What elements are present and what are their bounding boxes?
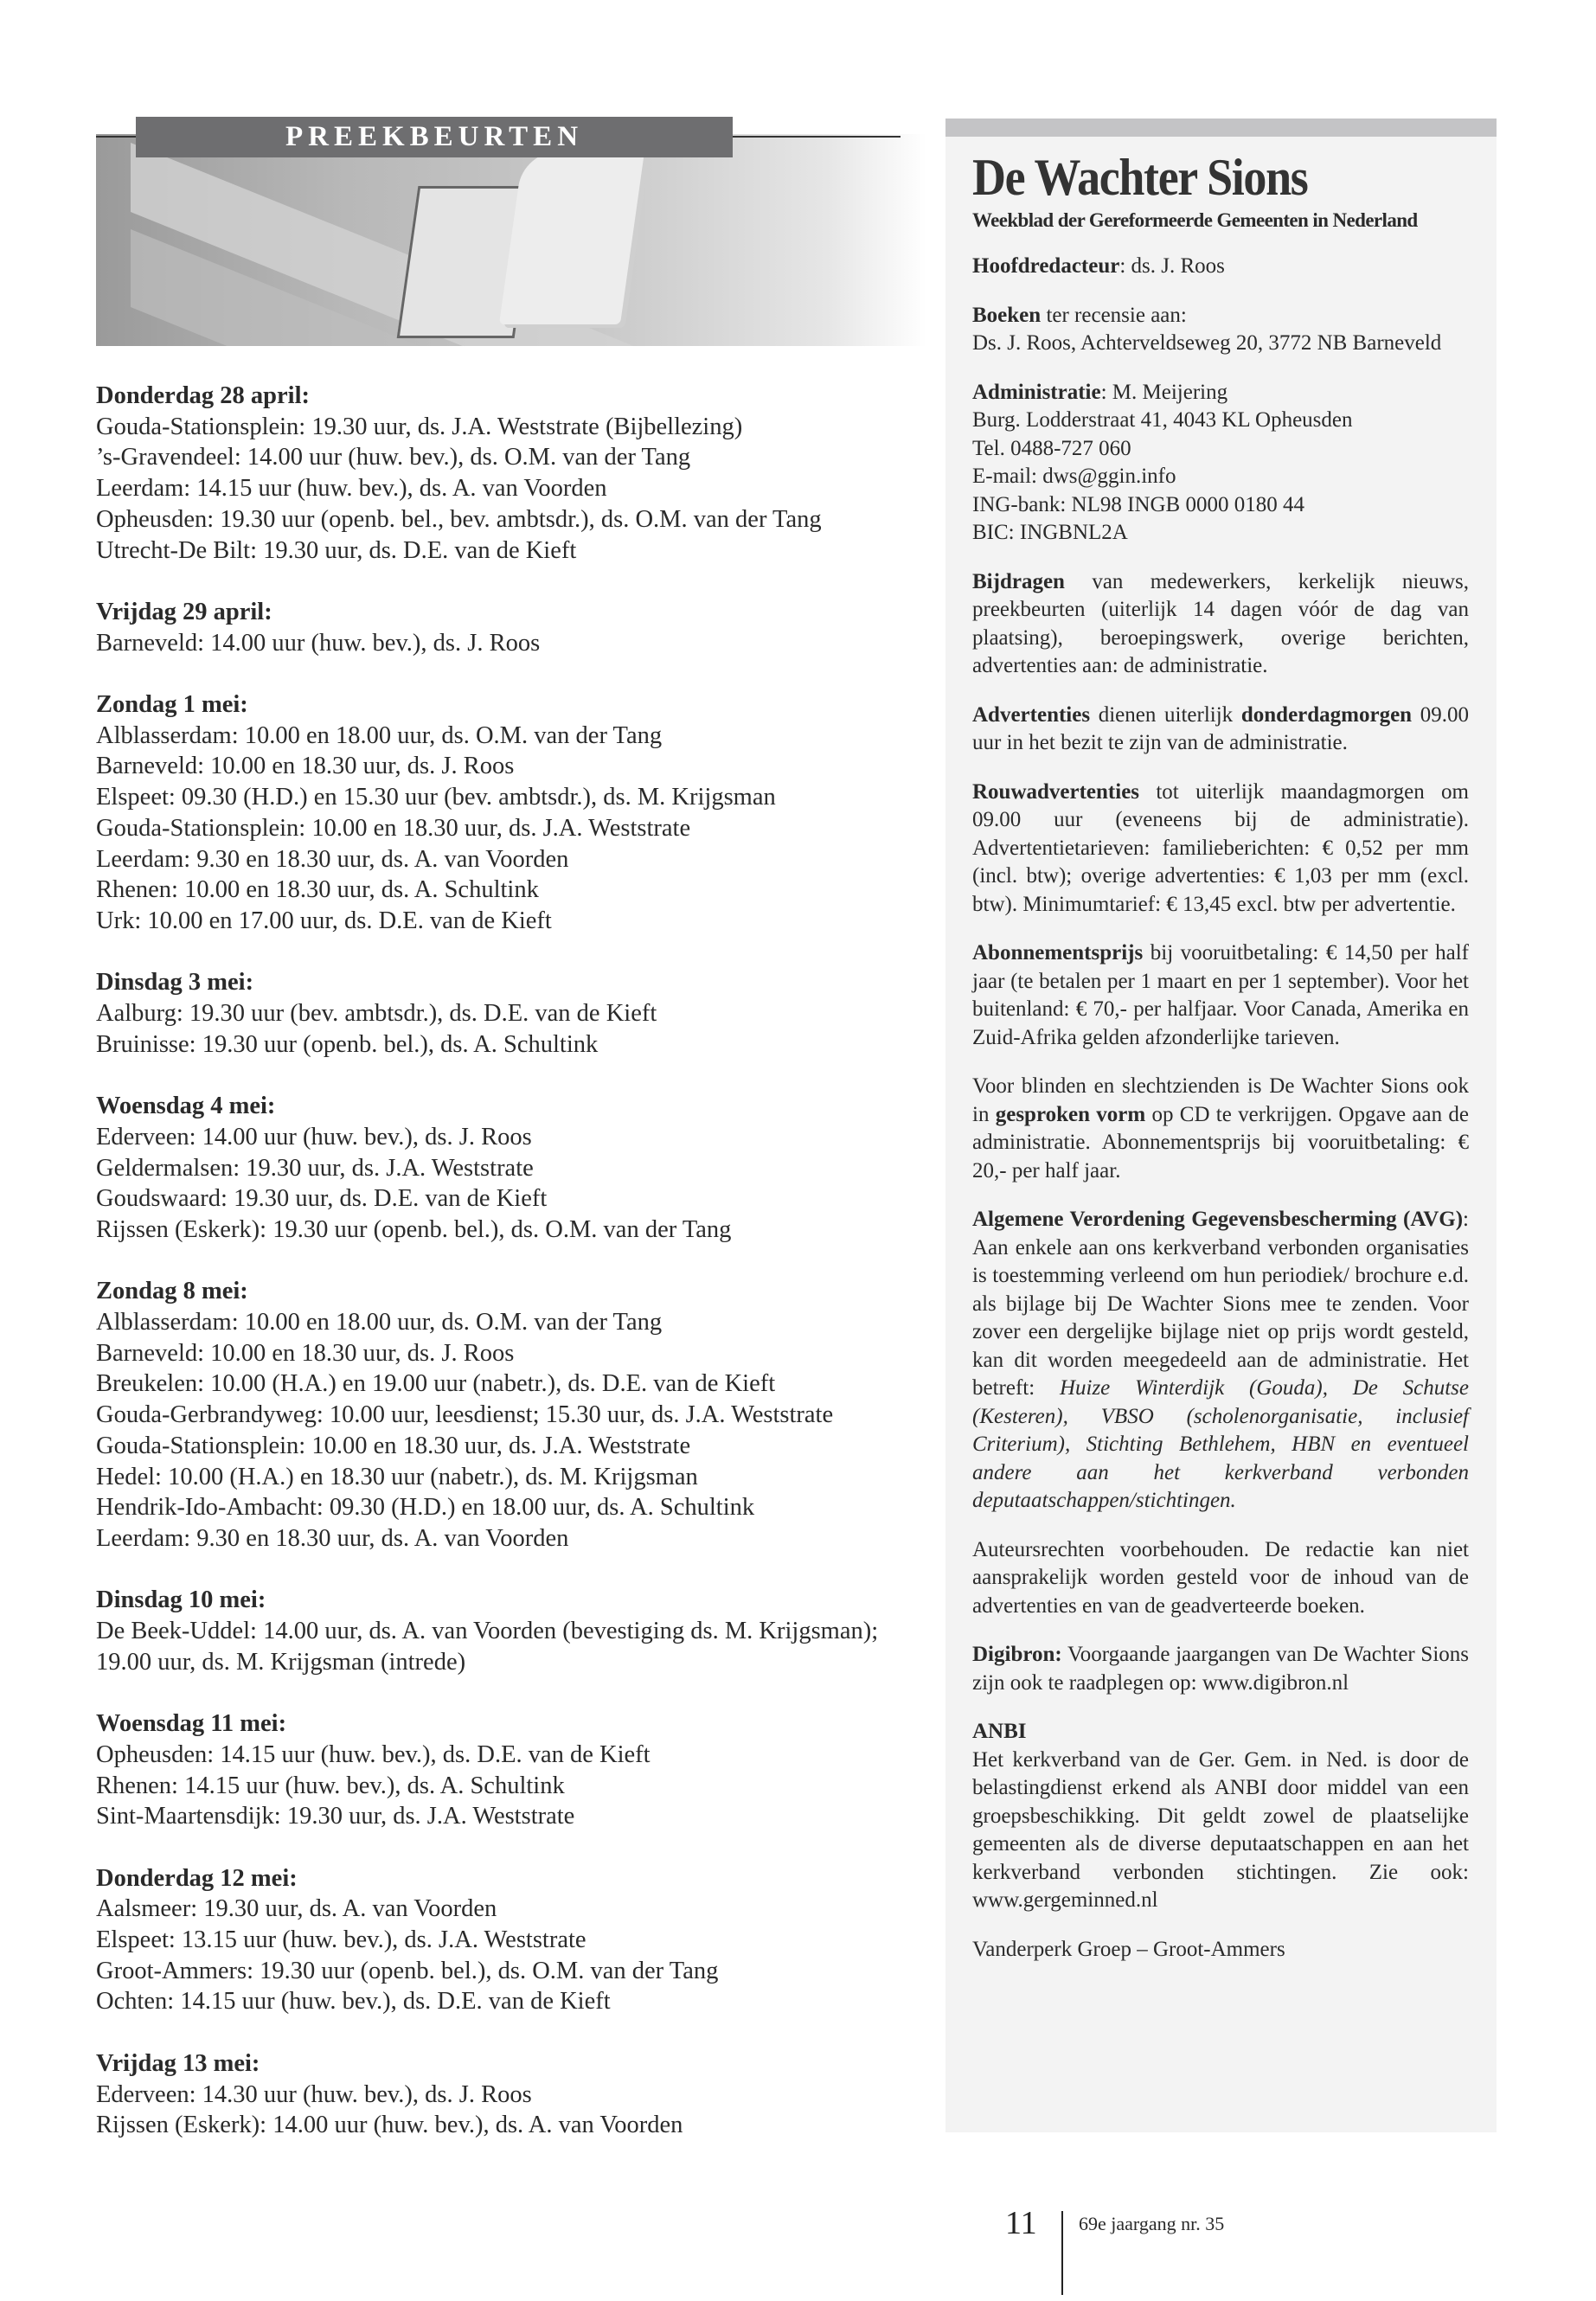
label: Advertenties (972, 702, 1091, 727)
text: Het kerkverband van de Ger. Gem. in Ned. is door de belastingdienst erkend als ANBI door middel van een groepsbeschikking. Dit geldt zowel de plaatselijke gemeenten als de diverse deputaatschappen en aan het kerkverband verbonden stichtingen. Zie ook: www.gergeminned.nl (972, 1747, 1469, 1912)
day-heading: Zondag 1 mei: (96, 691, 248, 718)
schedule-day-group (96, 597, 926, 658)
text: ter recensie aan: (1041, 303, 1187, 327)
text: : ds. J. Roos (1119, 254, 1225, 278)
label: donderdagmorgen (1240, 702, 1413, 727)
admin-email: E-mail: dws@ggin.info (972, 465, 1176, 488)
text: 09.00 uur in het bezit te zijn van de administratie. (972, 702, 1470, 754)
service-entry: Bruinisse: 19.30 uur (openb. bel.), ds. A. Schultink (96, 1030, 599, 1058)
header-bible-photo (96, 134, 926, 346)
service-entry: Ederveen: 14.30 uur (huw. bev.), ds. J. Roos (96, 2080, 532, 2108)
section-title: PREEKBEURTEN (136, 117, 733, 157)
label: Rouwadvertenties (972, 779, 1140, 804)
service-entry: Elspeet: 13.15 uur (huw. bev.), ds. J.A. Weststrate (96, 1926, 586, 1954)
label: Algemene Verordening Gegevensbescherming (AVG) (972, 1208, 1464, 1231)
service-entry: ’s-Gravendeel: 14.00 uur (huw. bev.), ds. O.M. van der Tang (96, 444, 691, 471)
text: dienen uiterlijk (1090, 702, 1241, 727)
service-entry: Gouda-Stationsplein: 10.00 en 18.30 uur, ds. J.A. Weststrate (96, 1432, 691, 1459)
service-entry: Elspeet: 09.30 (H.D.) en 15.30 uur (bev. ambtsdr.), ds. M. Krijgsman (96, 784, 776, 811)
day-heading: Zondag 8 mei: (96, 1278, 248, 1305)
service-entry: Groot-Ammers: 19.30 uur (openb. bel.), ds. O.M. van der Tang (96, 1957, 719, 1984)
administratie (972, 379, 1469, 548)
service-entry: Aalsmeer: 19.30 uur, ds. A. van Voorden (96, 1895, 497, 1923)
blinden (972, 1073, 1469, 1185)
service-entry: Aalburg: 19.30 uur (bev. ambtsdr.), ds. D.E. van de Kieft (96, 1000, 657, 1028)
day-heading: Donderdag 12 mei: (96, 1864, 298, 1892)
service-entry: Opheusden: 14.15 uur (huw. bev.), ds. D.E. van de Kieft (96, 1740, 651, 1768)
label: Hoofdredacteur (972, 254, 1120, 278)
service-entry: Urk: 10.00 en 17.00 uur, ds. D.E. van de Kieft (96, 907, 552, 934)
admin-line: Tel. 0488-727 060 (972, 436, 1131, 460)
service-entry: Ederveen: 14.00 uur (huw. bev.), ds. J. Roos (96, 1123, 532, 1150)
advertenties (972, 702, 1469, 758)
magazine-title: De Wachter Sions (972, 149, 1308, 206)
schedule-day-group (96, 1276, 926, 1554)
label: Boeken (972, 303, 1042, 327)
label: Bijdragen (972, 569, 1065, 593)
text: Voor blinden en slechtzienden is De Wachter Sions ook in (972, 1074, 1469, 1126)
service-entry: Hedel: 10.00 (H.A.) en 18.30 uur (nabetr.), ds. M. Krijgsman (96, 1463, 698, 1490)
printer: Vanderperk Groep – Groot-Ammers (972, 1937, 1285, 1961)
avg (972, 1206, 1469, 1516)
day-heading: Woensdag 4 mei: (96, 1093, 276, 1120)
service-entry: Gouda-Gerbrandyweg: 10.00 uur, leesdienst; 15.30 uur, ds. J.A. Weststrate (96, 1401, 834, 1429)
day-heading: Donderdag 28 april: (96, 382, 311, 409)
boeken (972, 302, 1469, 358)
service-entry: Hendrik-Ido-Ambacht: 09.30 (H.D.) en 18.00 uur, ds. A. Schultink (96, 1494, 755, 1522)
book-page-right (499, 151, 644, 324)
service-entry: Sint-Maartensdijk: 19.30 uur, ds. J.A. Weststrate (96, 1803, 575, 1830)
schedule-day-group (96, 689, 926, 937)
schedule-day-group (96, 1863, 926, 2018)
service-entry: Leerdam: 14.15 uur (huw. bev.), ds. A. van Voorden (96, 475, 607, 503)
label: ANBI (972, 1720, 1027, 1743)
admin-line: Burg. Lodderstraat 41, 4043 KL Opheusden (972, 408, 1353, 432)
service-entry: Leerdam: 9.30 en 18.30 uur, ds. A. van Voorden (96, 845, 569, 873)
schedule-day-group (96, 1708, 926, 1832)
panel-top-bar (945, 119, 1497, 137)
footer-divider (1061, 2211, 1063, 2295)
label: gesproken vorm (995, 1102, 1146, 1126)
service-entry: Ochten: 14.15 uur (huw. bev.), ds. D.E. van de Kieft (96, 1988, 611, 2016)
service-entry: Rhenen: 14.15 uur (huw. bev.), ds. A. Schultink (96, 1772, 565, 1799)
text: : Aan enkele aan ons kerkverband verbonden organisaties is toestemming verleend om hun periodiek/ brochure e.d. als bijlage bij De Wachter Sions mee te zenden. Voor zover een dergelijke bijlage niet op prijs wordt gesteld, kan dit worden meegedeeld aan de administratie. Het betreft: (972, 1208, 1469, 1400)
hoofdredacteur (972, 253, 1469, 281)
preekbeurten-schedule (96, 381, 926, 2172)
service-entry: Leerdam: 9.30 en 18.30 uur, ds. A. van Voorden (96, 1524, 569, 1552)
text: tot uiterlijk maandagmorgen om 09.00 uur (eveneens bij de administratie). Advertentietarieven: familieberichten: € 0,52 per mm (incl. btw); overige advertenties: € 1,03 per mm (excl. btw). Minimumtarief: € 13,45 excl. btw per advertentie. (972, 779, 1469, 916)
service-entry: Rijssen (Eskerk): 14.00 uur (huw. bev.), ds. A. van Voorden (96, 2112, 683, 2139)
schedule-day-group (96, 1585, 926, 1677)
digibron (972, 1641, 1469, 1697)
abonnementsprijs (972, 939, 1469, 1052)
service-entry: Barneveld: 10.00 en 18.30 uur, ds. J. Roos (96, 1339, 515, 1367)
admin-line: ING-bank: NL98 INGB 0000 0180 44 (972, 492, 1304, 516)
label: Administratie (972, 380, 1101, 404)
service-entry: Rhenen: 10.00 en 18.30 uur, ds. A. Schultink (96, 876, 539, 904)
service-entry: Barneveld: 10.00 en 18.30 uur, ds. J. Roos (96, 753, 515, 780)
service-entry: De Beek-Uddel: 14.00 uur, ds. A. van Voorden (bevestiging ds. M. Krijgsman); (96, 1618, 879, 1645)
label: Abonnementsprijs (972, 941, 1144, 965)
copyright: Auteursrechten voorbehouden. De redactie kan niet aansprakelijk worden gesteld voor de inhoud van de advertenties en van de geadverteerde boeken. (972, 1537, 1469, 1618)
schedule-day-group (96, 1091, 926, 1246)
day-heading: Woensdag 11 mei: (96, 1710, 287, 1738)
service-entry: Opheusden: 19.30 uur (openb. bel., bev. ambtsdr.), ds. O.M. van der Tang (96, 505, 822, 533)
service-entry: Breukelen: 10.00 (H.A.) en 19.00 uur (nabetr.), ds. D.E. van de Kieft (96, 1370, 776, 1398)
text: : M. Meijering (1100, 380, 1228, 404)
day-heading: Vrijdag 29 april: (96, 598, 272, 625)
text: bij vooruitbetaling: € 14,50 per half jaar (te betalen per 1 maart en per 1 september). Voor het buitenland: € 70,- per halfjaar. Voor Canada, Amerika en Zuid-Afrika gelden afzonderlijke tarieven. (972, 941, 1469, 1049)
service-entry: Rijssen (Eskerk): 19.30 uur (openb. bel.), ds. O.M. van der Tang (96, 1215, 732, 1243)
day-heading: Vrijdag 13 mei: (96, 2049, 260, 2077)
service-entry: Alblasserdam: 10.00 en 18.00 uur, ds. O.M. van der Tang (96, 1309, 663, 1336)
anbi (972, 1718, 1469, 1915)
service-entry: Utrecht-De Bilt: 19.30 uur, ds. D.E. van de Kieft (96, 536, 577, 564)
text: op CD te verkrijgen. Opgave aan de administratie. Abonnementsprijs bij vooruitbetaling: € 20,- per half jaar. (972, 1102, 1469, 1183)
text: van medewerkers, kerkelijk nieuws, preekbeurten (uiterlijk 14 dagen vóór de dag van plaatsing), beroepingswerk, overige berichten, advertenties aan: de administratie. (972, 569, 1469, 677)
service-entry: Alblasserdam: 10.00 en 18.00 uur, ds. O.M. van der Tang (96, 721, 663, 749)
service-entry: Barneveld: 14.00 uur (huw. bev.), ds. J. Roos (96, 629, 541, 657)
open-bible-illustration (407, 151, 650, 333)
service-entry: Goudswaard: 19.30 uur, ds. D.E. van de Kieft (96, 1185, 548, 1213)
address: Ds. J. Roos, Achterveldseweg 20, 3772 NB Barneveld (972, 331, 1442, 355)
admin-line: BIC: INGBNL2A (972, 521, 1128, 544)
colofon-panel (945, 119, 1497, 2132)
page-number: 11 (1005, 2205, 1037, 2241)
service-entry: Gouda-Stationsplein: 10.00 en 18.30 uur, ds. J.A. Weststrate (96, 814, 691, 842)
day-heading: Dinsdag 3 mei: (96, 969, 254, 997)
text: Voorgaande jaargangen van De Wachter Sions zijn ook te raadplegen op: www.digibron.nl (972, 1643, 1469, 1695)
schedule-day-group (96, 381, 926, 566)
rouwadvertenties (972, 779, 1469, 920)
bijdragen (972, 568, 1469, 681)
service-entry: Gouda-Stationsplein: 19.30 uur, ds. J.A. Weststrate (Bijbellezing) (96, 413, 743, 440)
magazine-subtitle: Weekblad der Gereformeerde Gemeenten in Nederland (972, 209, 1418, 231)
day-heading: Dinsdag 10 mei: (96, 1586, 266, 1614)
service-entry: 19.00 uur, ds. M. Krijgsman (intrede) (96, 1648, 466, 1676)
issue-info: 69e jaargang nr. 35 (1079, 2213, 1225, 2234)
service-entry: Geldermalsen: 19.30 uur, ds. J.A. Weststrate (96, 1154, 534, 1182)
label: Digibron: (972, 1643, 1062, 1666)
italic-text: Huize Winterdijk (Gouda), De Schutse (Kesteren), VBSO (scholenorganisatie, inclusief Criterium), Stichting Bethlehem, HBN en eventueel andere aan het kerkverband verbonden deputaatschappen/stichtingen. (972, 1376, 1469, 1512)
schedule-day-group (96, 2048, 926, 2141)
schedule-day-group (96, 967, 926, 1060)
